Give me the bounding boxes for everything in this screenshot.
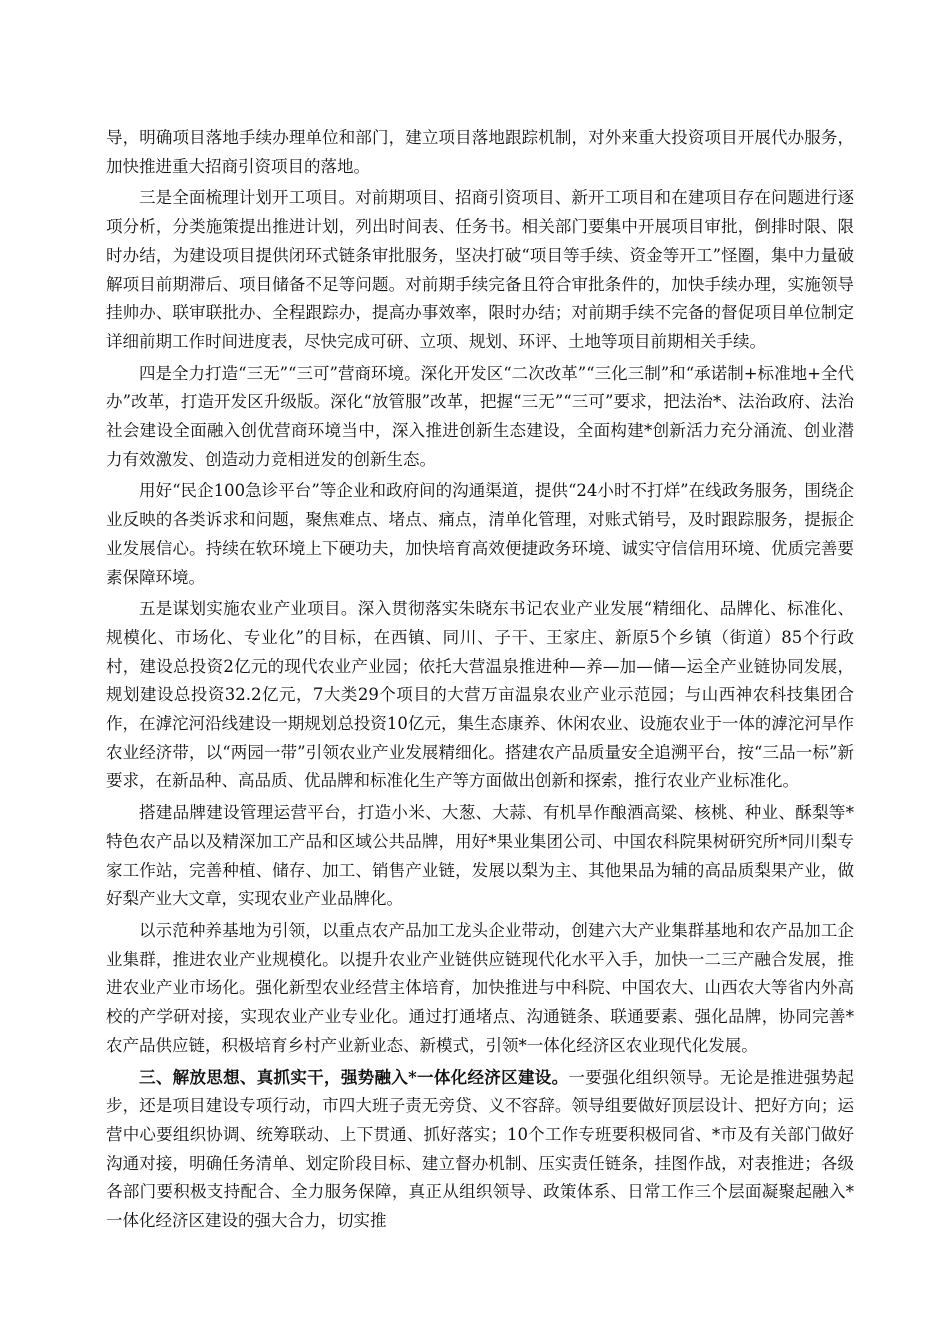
section-three-body: 一要强化组织领导。无论是推进强势起步，还是项目建设专项行动，市四大班子责无旁贷、义不容辞。领导组要做好顶层设计、把好方向；运营中心要组织协调、统筹联动、上下贯通、抓好落实；10个工作专班要积极同省、*市及有关部门做好沟通对接，明确任务清单、划定阶段目标、建立督办机制、压实责任链条，挂图作战，对表推进；各级各部门要积极支持配合、全力服务保障，真正从组织领导、政策体系、日常工作三个层面凝聚起融入*一体化经济区建设的强大合力，切实推	[106, 1067, 854, 1231]
paragraph-project-landing: 导，明确项目落地手续办理单位和部门，建立项目落地跟踪机制，对外来重大投资项目开展代办服务，加快推进重大招商引资项目的落地。	[106, 128, 854, 176]
paragraph-enterprise-services: 用好“民企100急诊平台”等企业和政府间的沟通渠道，提供“24小时不打烊”在线政务服务，围绕企业反映的各类诉求和问题，聚焦难点、堵点、痛点，清单化管理，对账式销号，及时跟踪服务，提振企业发展信心。持续在软环境上下硬功夫，加快培育高效便捷政务环境、诚实守信信用环境、优质完善要素保障环境。	[106, 481, 854, 587]
paragraph-agriculture-projects: 五是谋划实施农业产业项目。深入贯彻落实朱晓东书记农业产业发展“精细化、品牌化、标准化、规模化、市场化、专业化”的目标，在西镇、同川、子干、王家庄、新原5个乡镇（街道）85个行政村，建设总投资2亿元的现代农业产业园；依托大营温泉推进种—养—加—储—运全产业链协同发展，规划建设总投资32.2亿元，7大类29个项目的大营万亩温泉农业产业示范园；与山西神农科技集团合作，在滹沱河沿线建设一期规划总投资10亿元，集生态康养、休闲农业、设施农业于一体的滹沱河旱作农业经济带，以“两园一带”引领农业产业发展精细化。搭建农产品质量安全追溯平台，按“三品一标”新要求，在新品种、高品质、优品牌和标准化生产等方面做出创新和探索，推行农业产业标准化。	[106, 599, 854, 791]
paragraph-business-environment: 四是全力打造“三无”“三可”营商环境。深化开发区“二次改革”“三化三制”和“承诺制+标准地+全代办”改革，打造开发区升级版。深化“放管服”改革，把握“三无”“三可”要求，把法治*、法治政府、法治社会建设全面融入创优营商环境当中，深入推进创新生态建设，全面构建*创新活力充分涌流、创业潜力有效激发、创造动力竞相迸发的创新生态。	[106, 363, 854, 469]
paragraph-brand-platform: 搭建品牌建设管理运营平台，打造小米、大葱、大蒜、有机旱作酿酒高粱、核桃、种业、酥梨等*特色农产品以及精深加工产品和区域公共品牌，用好*果业集团公司、中国农科院果树研究所*同川梨专家工作站，完善种植、储存、加工、销售产业链，发展以梨为主、其他果品为辅的高品质梨果产业，做好梨产业大文章，实现农业产业品牌化。	[106, 803, 854, 909]
paragraph-planned-projects: 三是全面梳理计划开工项目。对前期项目、招商引资项目、新开工项目和在建项目存在问题进行逐项分析，分类施策提出推进计划，列出时间表、任务书。相关部门要集中开展项目审批，倒排时限、限时办结，为建设项目提供闭环式链条审批服务，坚决打破“项目等手续、资金等开工”怪圈，集中力量破解项目前期滞后、项目储备不足等问题。对前期手续完备且符合审批条件的，加快手续办理，实施领导挂帅办、联审联批办、全程跟踪办，提高办事效率，限时办结；对前期手续不完备的督促项目单位制定详细前期工作时间进度表，尽快完成可研、立项、规划、环评、土地等项目前期相关手续。	[106, 188, 854, 351]
section-three-heading: 三、解放思想、真抓实干，强势融入*一体化经济区建设。	[139, 1067, 569, 1087]
paragraph-demonstration-bases: 以示范种养基地为引领，以重点农产品加工龙头企业带动，创建六大产业集群基地和农产品加工企业集群，推进农业产业规模化。以提升农业产业链供应链现代化水平入手，加快一二三产融合发展，推进农业产业市场化。强化新型农业经营主体培育，加快推进与中科院、中国农大、山西农大等省内外高校的产学研对接，实现农业产业专业化。通过打通堵点、沟通链条、联通要素、强化品牌，协同完善*农产品供应链，积极培育乡村产业新业态、新模式，引领*一体化经济区农业现代化发展。	[106, 920, 854, 1055]
document-page	[106, 124, 854, 1239]
paragraph-section-three	[106, 1064, 854, 1236]
